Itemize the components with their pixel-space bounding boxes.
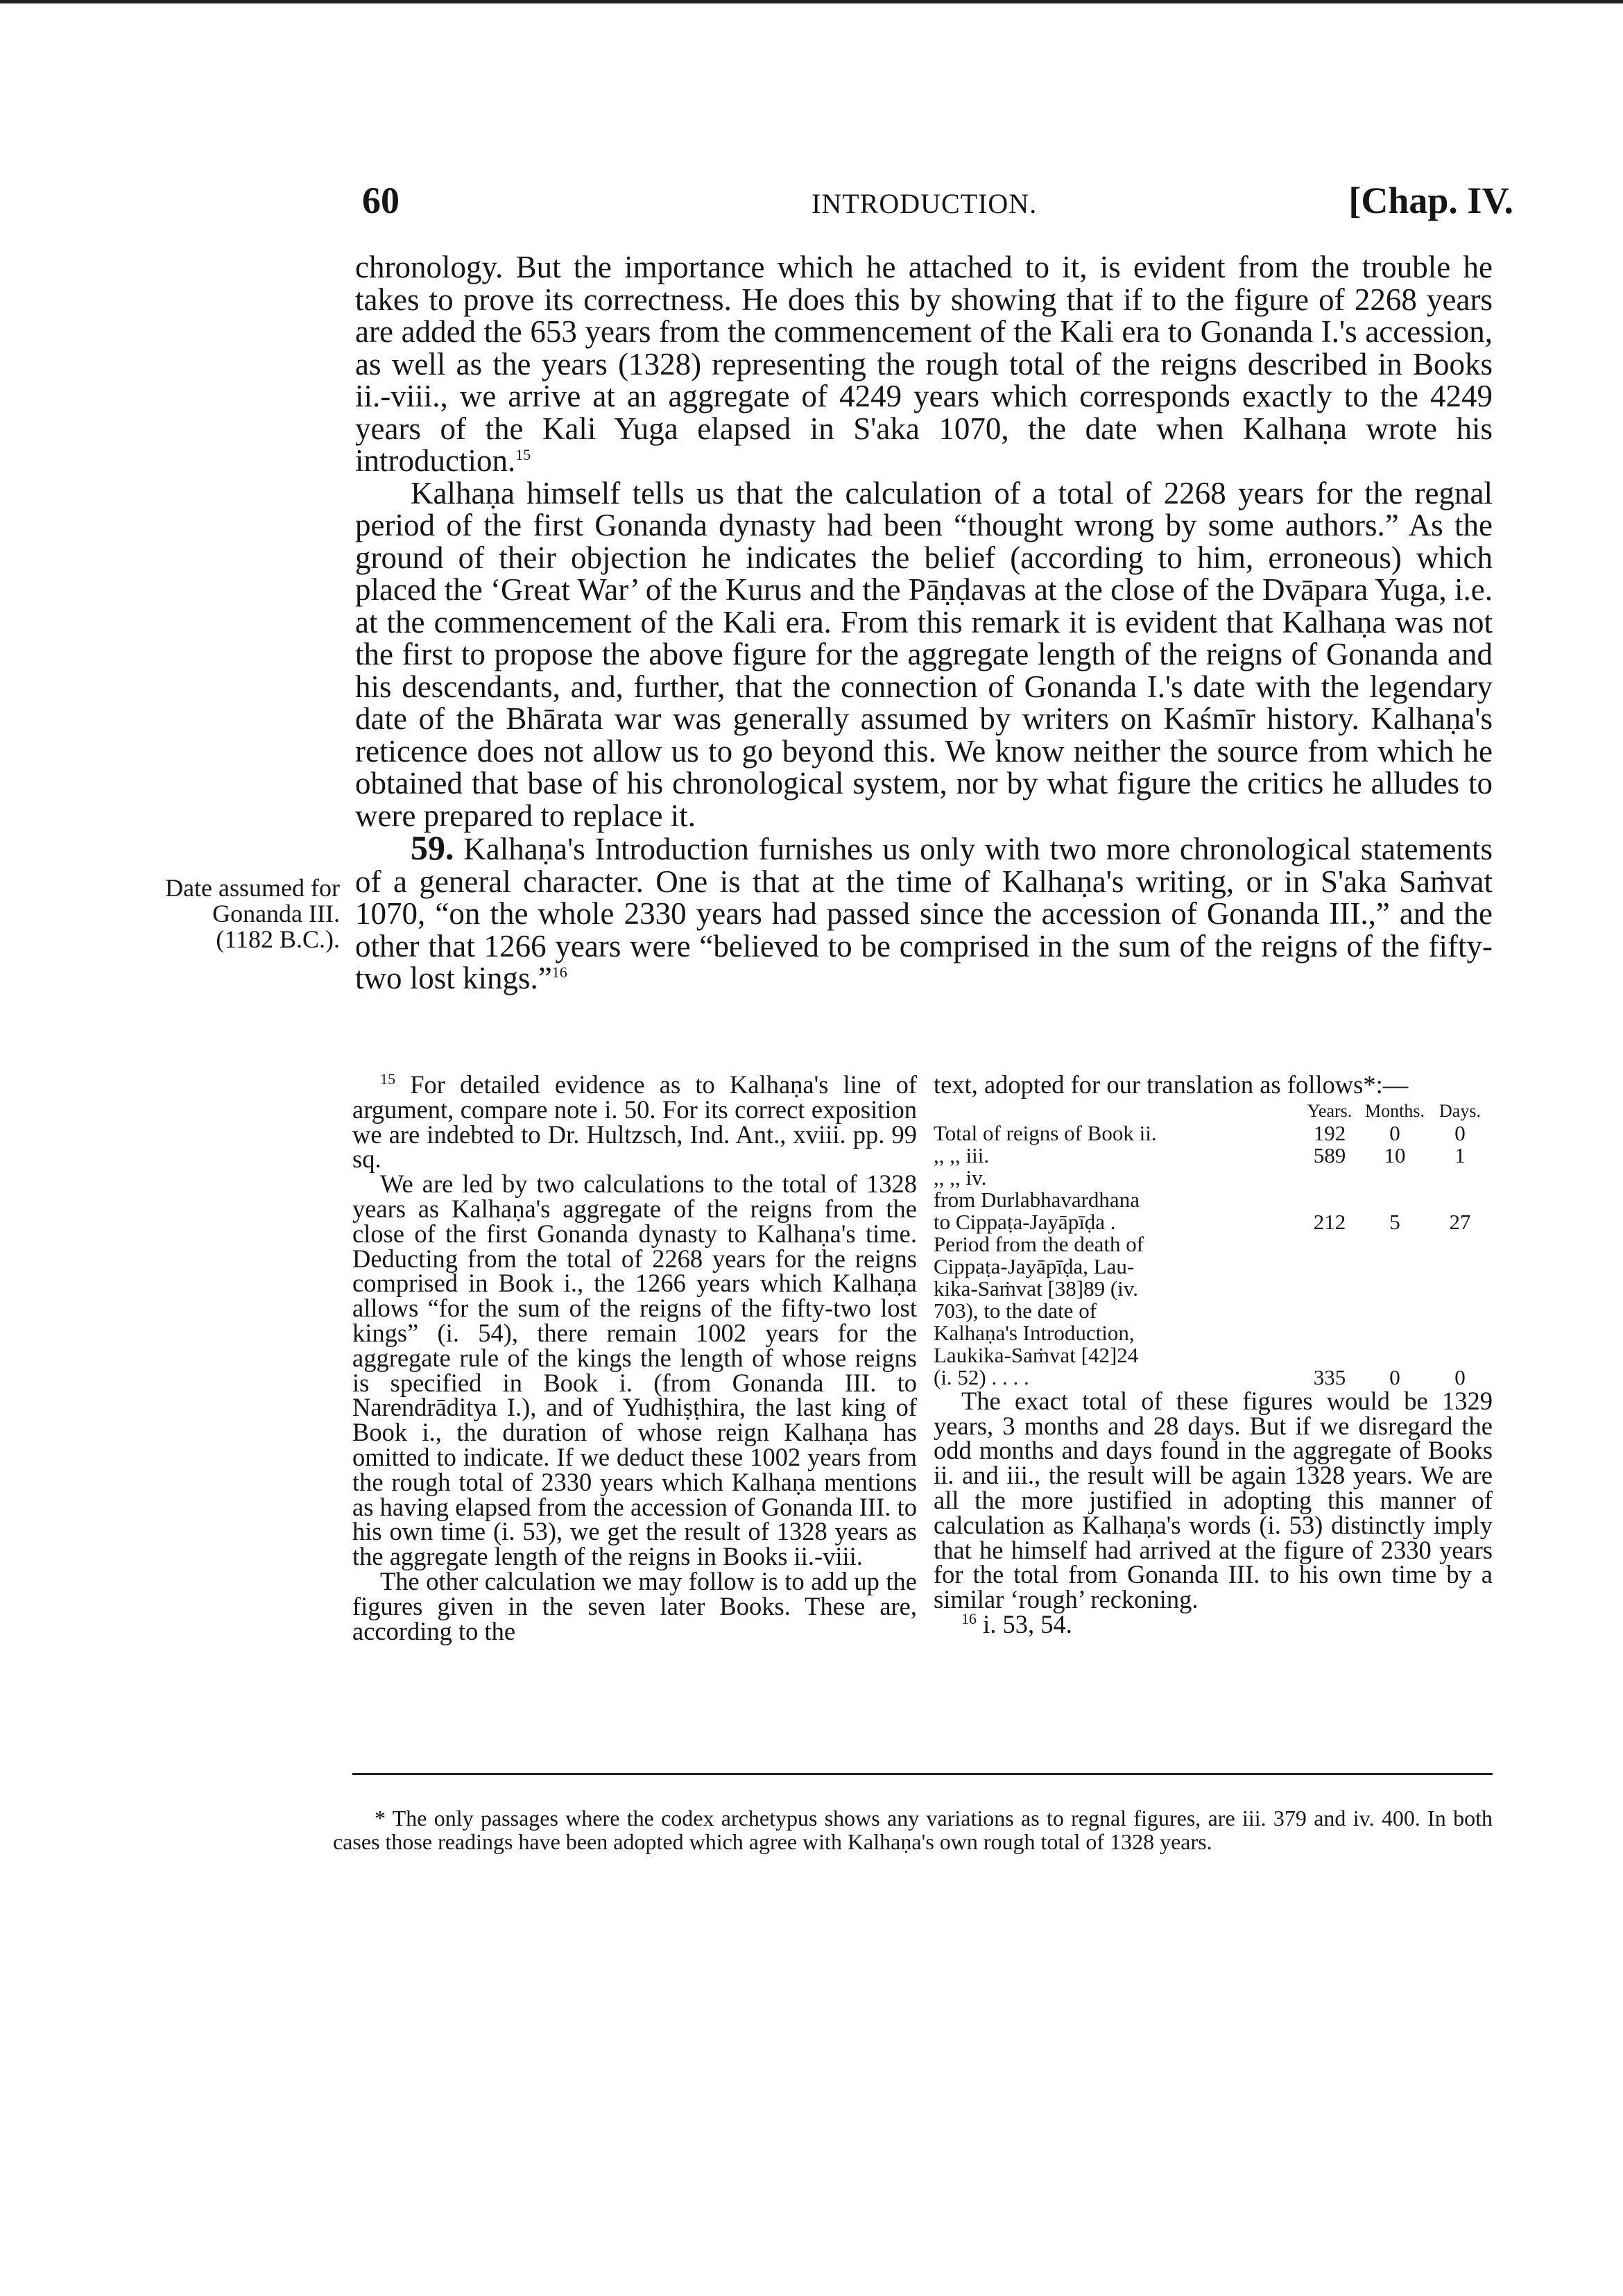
footnote-15 [352, 1072, 917, 1172]
table-cell-months [1362, 1233, 1427, 1256]
table-cell-label: 703), to the date of [934, 1298, 1097, 1323]
footnote-15-text: For detailed evidence as to Kalhaṇa's line of argument, compare note i. 50. For its correct exposition we are indebted to Dr. Hultzsch, Ind. Ant., xviii. pp. 99 sq. [352, 1070, 917, 1174]
footnote-16 [934, 1609, 1493, 1638]
table-header-months: Months. [1365, 1100, 1425, 1121]
page-number: 60 [362, 180, 400, 221]
table-cell-days [1427, 1167, 1493, 1189]
footnote-ref-16: 16 [551, 963, 567, 981]
table-cell-months [1362, 1300, 1427, 1322]
table-cell-label: Laukika-Saṁvat [42]24 [934, 1342, 1139, 1367]
table-row [934, 1300, 1493, 1322]
table-cell-days [1427, 1278, 1493, 1300]
table-cell-days: 27 [1449, 1209, 1471, 1234]
table-cell-label: ,, ,, iv. [934, 1165, 987, 1190]
margin-note-line-2: Gonanda III. [212, 900, 340, 927]
table-cell-years [1297, 1322, 1362, 1344]
chapter-label: [Chap. IV. [1348, 180, 1513, 221]
paragraph-1 [355, 251, 1493, 477]
table-cell-days [1427, 1344, 1493, 1367]
table-cell-label: Total of reigns of Book ii. [934, 1120, 1157, 1145]
table-cell-days [1427, 1233, 1493, 1256]
table-header-days: Days. [1439, 1100, 1481, 1121]
table-cell-months [1362, 1278, 1427, 1300]
table-cell-days [1427, 1300, 1493, 1322]
footnotes-left-column [352, 1072, 917, 1643]
table-row [934, 1344, 1493, 1367]
table-cell-years: 212 [1313, 1209, 1346, 1234]
margin-note-line-3: (1182 B.C.). [216, 925, 340, 953]
page-header [362, 179, 1513, 234]
footnote-15-mark: 15 [380, 1070, 395, 1088]
paragraph-2: Kalhaṇa himself tells us that the calculation of a total of 2268 years for the regnal period of the first Gonanda dynasty had been “thought wrong by some authors.” As the ground of their objection he indicates the belief (according to him, erroneous) which placed the ‘Great War’ of the Kurus and the Pāṇḍavas at the close of the Dvāpara Yuga, i.e. at the commencement of the Kali era. From this remark it is evident that Kalhaṇa was not the first to propose the above figure for the aggregate length of the reigns of Gonanda and his descendants, and, further, that the connection of Gonanda I.'s date with the legendary date of the Bhārata war was generally assumed by writers on Kaśmīr history. Kalhaṇa's reticence does not allow us to go beyond this. We know neither the source from which he obtained that base of his chronological system, nor by what figure the critics he alludes to were prepared to replace it. [355, 475, 1493, 833]
footnote-left-paragraph-3: The other calculation we may follow is to add up the figures given in the seven later Books. These are, according to the [352, 1566, 917, 1645]
table-cell-months: 0 [1389, 1364, 1400, 1389]
table-cell-days: 1 [1454, 1142, 1466, 1167]
table-cell-years [1297, 1167, 1362, 1189]
table-row [934, 1189, 1493, 1211]
table-cell-days: 0 [1454, 1120, 1466, 1145]
table-cell-label: ,, ,, iii. [934, 1142, 990, 1167]
table-row [934, 1233, 1493, 1256]
margin-note-line-1: Date assumed for [165, 874, 340, 902]
footnote-ref-15: 15 [515, 446, 531, 463]
paragraph-3-text: Kalhaṇa's Introduction furnishes us only with two more chronological statements of a general character. One is that at the time of Kalhaṇa's writing, or in S'aka Saṁvat 1070, “on the whole 2330 years had passed since the accession of Gonanda III.,” and the other that 1266 years were “believed to be comprised in the sum of the reigns of the fifty-two lost kings.” [355, 832, 1493, 995]
top-border-line [0, 0, 1623, 3]
footnote-left-paragraph-2: We are led by two calculations to the total of 1328 years as Kalhaṇa's aggregate of the reigns from the close of the first Gonanda dynasty to Kalhaṇa's time. Deducting from the total of 2268 years for the reigns comprised in Book i., the 1266 years which Kalhaṇa allows “for the sum of the reigns of the fifty-two lost kings” (i. 54), there remain 1002 years for the aggregate rule of the kings the length of whose reigns is specified in Book i. (from Gonanda III. to Narendrāditya I.), and of Yudhiṣṭhira, the last king of Book i., the duration of whose reign Kalhaṇa has omitted to indicate. If we deduct these 1002 years from the rough total of 2330 years which Kalhaṇa mentions as having elapsed from the accession of Gonanda III. to his own time (i. 53), we get the result of 1328 years as the aggregate length of the reigns in Books ii.-viii. [352, 1170, 917, 1571]
paragraph-3 [355, 828, 1493, 995]
table-cell-years: 589 [1313, 1142, 1346, 1167]
table-cell-label: from Durlabhavardhana [934, 1187, 1140, 1212]
table-cell-years [1297, 1233, 1362, 1256]
table-cell-label: to Cippaṭa-Jayāpīḍa . [934, 1209, 1116, 1234]
table-header-label [934, 1100, 1297, 1122]
margin-note [97, 875, 340, 952]
footnote-16-text: i. 53, 54. [983, 1609, 1072, 1638]
table-row [934, 1167, 1493, 1189]
footnote-16-mark: 16 [961, 1609, 977, 1627]
table-cell-months [1362, 1256, 1427, 1278]
table-cell-label: Period from the death of [934, 1231, 1144, 1256]
table-cell-months [1362, 1189, 1427, 1211]
table-cell-days: 0 [1454, 1364, 1466, 1389]
table-header-years: Years. [1307, 1100, 1352, 1121]
table-cell-days [1427, 1256, 1493, 1278]
reign-totals-table [934, 1100, 1493, 1389]
table-cell-years: 335 [1313, 1364, 1346, 1389]
table-row [934, 1278, 1493, 1300]
running-title: INTRODUCTION. [812, 188, 1038, 219]
bottom-footnote: * The only passages where the codex archetypus shows any variations as to regnal figures, are iii. 379 and iv. 400. In both cases those readings have been adopted which agree with Kalhaṇa's own rough total of 1328 years. [333, 1806, 1493, 1854]
table-row [934, 1145, 1493, 1167]
footnotes-right-column [934, 1072, 1493, 1637]
section-number: 59. [411, 828, 454, 867]
table-cell-months: 5 [1389, 1209, 1400, 1234]
footnote-right-paragraph-2: The exact total of these figures would be 1329 years, 3 months and 28 days. But if we disregard the odd months and days found in the aggregate of Books ii. and iii., the result will be again 1328 years. We are all the more justified in adopting this manner of calculation as Kalhaṇa's words (i. 53) distinctly imply that he himself had arrived at the figure of 2330 years for the total from Gonanda III. to his own time by a similar ‘rough’ reckoning. [934, 1386, 1493, 1614]
table-cell-months [1362, 1344, 1427, 1367]
table-cell-years [1297, 1189, 1362, 1211]
table-cell-label: Cippaṭa-Jayāpīḍa, Lau- [934, 1253, 1135, 1278]
table-cell-years [1297, 1278, 1362, 1300]
table-cell-months: 0 [1389, 1120, 1400, 1145]
table-cell-years: 192 [1313, 1120, 1346, 1145]
table-cell-days [1427, 1322, 1493, 1344]
table-row [934, 1322, 1493, 1344]
table-cell-years [1297, 1344, 1362, 1367]
table-cell-months: 10 [1384, 1142, 1406, 1167]
table-cell-days [1427, 1189, 1493, 1211]
table-cell-years [1297, 1300, 1362, 1322]
main-text [355, 251, 1493, 995]
table-cell-months [1362, 1167, 1427, 1189]
footnote-right-intro: text, adopted for our translation as follows*:— [934, 1070, 1409, 1099]
table-row [934, 1256, 1493, 1278]
table-row [934, 1122, 1493, 1145]
table-row [934, 1211, 1493, 1233]
paragraph-1-text: chronology. But the importance which he attached to it, is evident from the trouble he takes to prove its correctness. He does this by showing that if to the figure of 2268 years are added the 653 years from the commencement of the Kali era to Gonanda I.'s accession, as well as the years (1328) representing the rough total of the reigns described in Books ii.-viii., we arrive at an aggregate of 4249 years which corresponds exactly to the 4249 years of the Kali Yuga elapsed in S'aka 1070, the date when Kalhaṇa wrote his introduction. [355, 250, 1493, 478]
table-cell-label: (i. 52) . . . . [934, 1364, 1029, 1389]
table-cell-years [1297, 1256, 1362, 1278]
table-cell-label: Kalhaṇa's Introduction, [934, 1320, 1135, 1345]
table-cell-label: kika-Saṁvat [38]89 (iv. [934, 1276, 1138, 1301]
footnote-divider [352, 1773, 1493, 1775]
table-row [934, 1367, 1493, 1389]
table-cell-months [1362, 1322, 1427, 1344]
